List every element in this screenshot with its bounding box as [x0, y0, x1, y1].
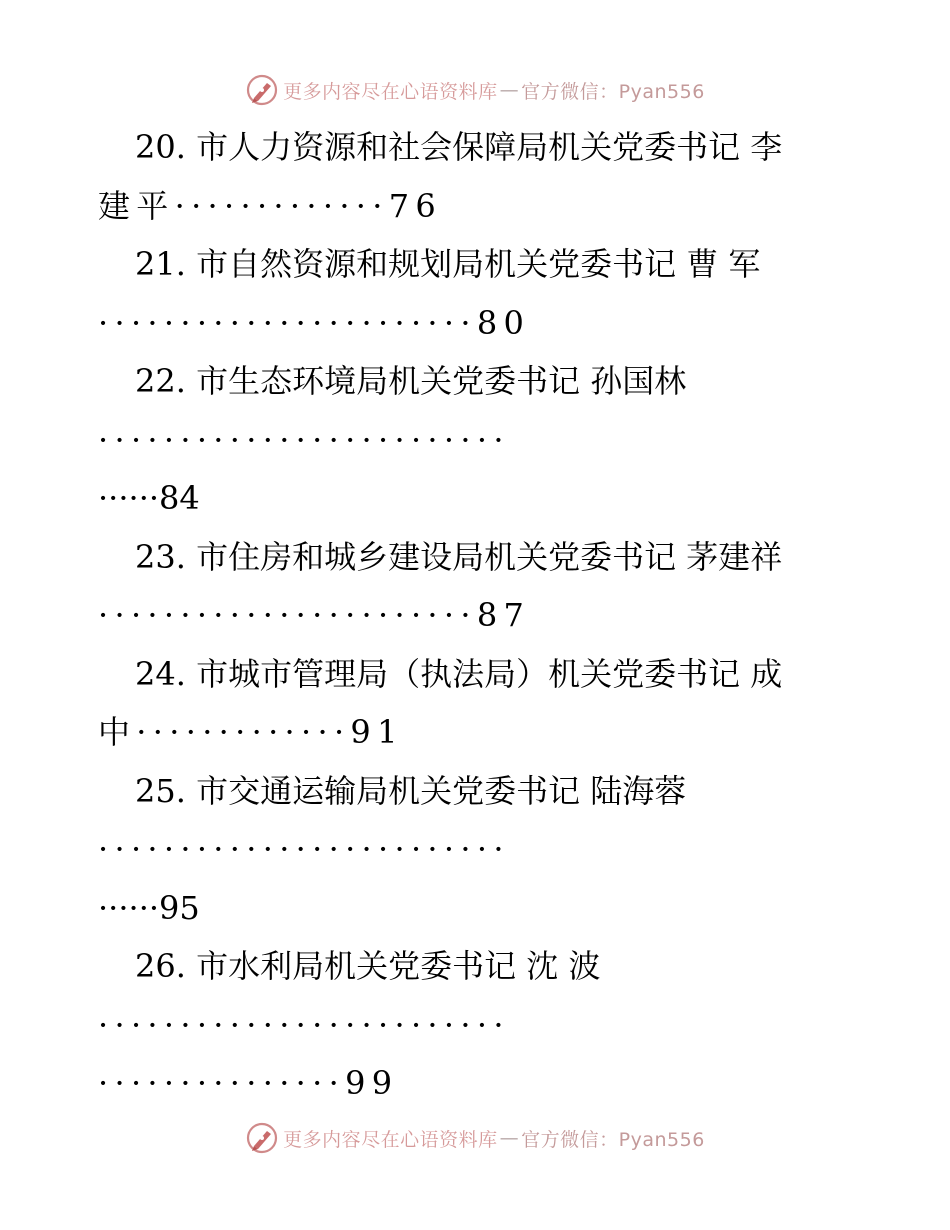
watermark-separator: —	[499, 1127, 520, 1149]
toc-line: ·························	[98, 830, 510, 868]
toc-line: ···············99	[98, 1064, 399, 1102]
watermark-text: 更多内容尽在心语资料库	[283, 80, 498, 103]
table-of-contents	[98, 118, 838, 1113]
toc-line: 建平·············76	[98, 186, 443, 225]
toc-line: 21. 市自然资源和规划局机关党委书记 曹 军	[135, 245, 761, 283]
toc-line: ·························	[98, 420, 510, 459]
toc-line: ·························	[98, 1005, 510, 1044]
watermark-contact: 官方微信：Pyan556	[521, 1128, 705, 1151]
pen-logo-icon	[245, 1121, 279, 1155]
watermark-contact: 官方微信：Pyan556	[521, 80, 705, 103]
toc-line: 24. 市城市管理局（执法局）机关党委书记 成	[135, 654, 783, 693]
toc-line: ·······················80	[98, 303, 531, 342]
watermark-separator: —	[499, 79, 520, 101]
toc-line: ······84	[98, 479, 200, 517]
footer-watermark	[0, 1118, 950, 1158]
header-watermark	[0, 70, 950, 110]
toc-line: 中·············91	[98, 713, 404, 751]
pen-logo-icon	[245, 73, 279, 107]
toc-line: 23. 市住房和城乡建设局机关党委书记 茅建祥	[135, 537, 783, 576]
toc-line: 25. 市交通运输局机关党委书记 陆海蓉	[135, 771, 687, 810]
toc-line: 20. 市人力资源和社会保障局机关党委书记 李	[135, 128, 783, 166]
watermark-text: 更多内容尽在心语资料库	[283, 1128, 498, 1151]
toc-line: ·······················87	[98, 596, 531, 634]
toc-line: ······95	[98, 888, 200, 927]
toc-line: 22. 市生态环境局机关党委书记 孙国林	[135, 362, 687, 400]
toc-line: 26. 市水利局机关党委书记 沈 波	[135, 947, 601, 985]
